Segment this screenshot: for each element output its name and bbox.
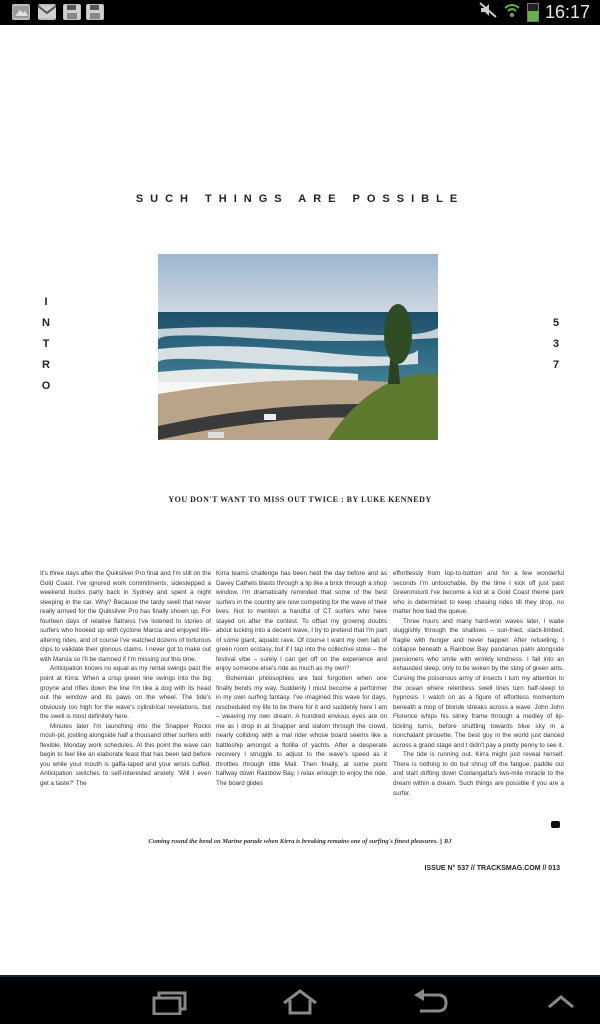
navigation-bar	[0, 975, 600, 1024]
article-column-3	[393, 569, 564, 798]
gmail-icon	[38, 4, 56, 20]
paragraph: effortlessly from top-to-bottom and for a few wonderful seconds I'm untouchable. By the time I kick off just past Greenmount I've become a kid at a Gold Coast theme park who is determined to keep chasing rides till they drop, no matter how bad the queue.	[393, 570, 564, 616]
page-footer: ISSUE N° 537 // TRACKSMAG.COM // 013	[424, 865, 560, 872]
side-digit: 7	[552, 359, 560, 371]
beach-photo	[158, 254, 438, 440]
mute-icon	[479, 2, 497, 23]
photo-caption: Coming round the bend on Marine parade when Kirra is breaking remains one of surfing's finest pleasures. || RJ	[148, 838, 452, 845]
home-icon[interactable]	[280, 989, 320, 1015]
magazine-page[interactable]	[0, 25, 600, 975]
side-letter: R	[42, 359, 50, 371]
article-column-1	[40, 569, 211, 789]
side-letter: I	[44, 296, 48, 308]
back-icon[interactable]	[410, 989, 450, 1015]
side-digit: 5	[552, 317, 560, 329]
gallery-icon	[12, 4, 30, 20]
paragraph: Three hours and many hard-won waves later, I wade sluggishly through the shallows – sun-fried, slack-limbed, fragile with hunger and never happier. After refuelling, I collapse beneath a Rainbow Bay pandanus palm alongside pensioners who smile with wrinkly kindness. I fall into an exhausted sleep, only to be woken by the sting of green ants. Cursing the poisonous army of insects I turn my attention to the ocean where relentless swell lines turn half-sleep to hypnosis. I watch on as a figure of effortless momentum beneath a mop of blonde streaks across a wave. John John Florence whips his slinky frame through a medley of lip-tickling turns, before shuttling towards blue sky in a nonchalant pirouette. The best guy in the world just danced across a grand stage and I didn't pay a pretty penny to see it.	[393, 617, 564, 749]
recent-apps-icon[interactable]	[150, 989, 190, 1015]
menu-up-icon[interactable]	[545, 989, 585, 1015]
side-letter: T	[42, 338, 50, 350]
wifi-icon	[503, 2, 521, 23]
side-label-intro	[40, 292, 52, 397]
article-column-2	[216, 569, 387, 789]
save-icon	[86, 4, 104, 20]
clock: 16:17	[544, 2, 590, 22]
end-mark-icon	[551, 821, 560, 828]
page-title: SUCH THINGS ARE POSSIBLE	[135, 193, 465, 205]
paragraph: Anticipation knows no equal as my rental swings past the point at Kirra. When a crisp green line swings into the big groyne and rifles down the line I'm like a dog with its head out the window and its paws on the wheel. The tide's obviously too high for the wave's cylindrical revelations, but the swell is most definitely here.	[40, 665, 211, 721]
paragraph: Kirra teams challenge has been held the day before and as Davey Cathels blasts through a lip like a brick through a shop window, I'm dramatically reminded that some of the best surfers in the country are now competing for the wave of their lives. Not to mention a handful of CT surfers who have stayed on after the contest. To offset my growing doubts about lucking into a decent wave, I try to pretend that I'm part of some giant, aquatic rave. Of course I want my own tab of green room ecstasy, but if I tap into the collective stoke – the festival vibe – surely I can get off on the experience and enjoy someone else's ride as much as my own?	[216, 570, 387, 673]
save-icon	[63, 4, 81, 20]
side-label-issue	[550, 313, 562, 376]
byline: YOU DON'T WANT TO MISS OUT TWICE : BY LUKE KENNEDY	[168, 495, 432, 504]
side-letter: N	[42, 317, 50, 329]
paragraph: The tide is running out. Kirra might just reveal herself. There is nothing to do but shrug off the fatigue, paddle out and start drifting down Coolangatta's two-mile miracle to the dream within a dream. Such things are possible if you are a surfer.	[393, 751, 564, 797]
battery-icon	[527, 3, 539, 22]
paragraph: It's three days after the Quiksilver Pro final and I'm still on the Gold Coast. I've ignored work commitments, sidestepped a weekend bucks party back in Sydney and spent a night sleeping in the car. Why? Because the tardy swell that never really arrived for the Quiksilver Pro has finally shown up. For fourteen days of relative flatness I've listened to stories of surfers who hooked up with cyclone Marcia and enjoyed life-altering rides, and of course I've watched dozens of torturous clips to validate their glorious claims. I never got to make out with Marcia so I'll be damned if I'm missing out this time.	[40, 570, 211, 663]
side-digit: 3	[552, 338, 560, 350]
side-letter: O	[41, 380, 51, 392]
paragraph: Bohemian philosophies are fast forgotten when one finally bends my way. Suddenly I must become a performer in my own surfing fantasy. I've imagined this wave for days, rescheduled my life to be there for it and suddenly here I am – weaving my own dream. A hundred envious eyes are on me as I drop in at Snapper and slalom through the crowd, nearly colliding with a mal rider whose board seems like a battleship amongst a flotilla of yachts. After a desperate recovery I struggle to adjust to the wave's speed as it throttles through little Mali. Then finally, at some point halfway down Rainbow Bay, I relax enough to enjoy the ride. The board glides	[216, 675, 387, 788]
paragraph: Minutes later I'm launching into the Snapper Rocks mosh-pit, jostling alongside half a thousand other surfers with flexible, Monday work schedules. At this point the wave can begin to feel like an elaborate feast that has been laid before you while your mouth is gaffa-taped and your wrists cuffed. Anticipation switches to self-interested anxiety. 'Will I even get a taste?' The	[40, 722, 211, 788]
status-bar	[0, 0, 600, 25]
